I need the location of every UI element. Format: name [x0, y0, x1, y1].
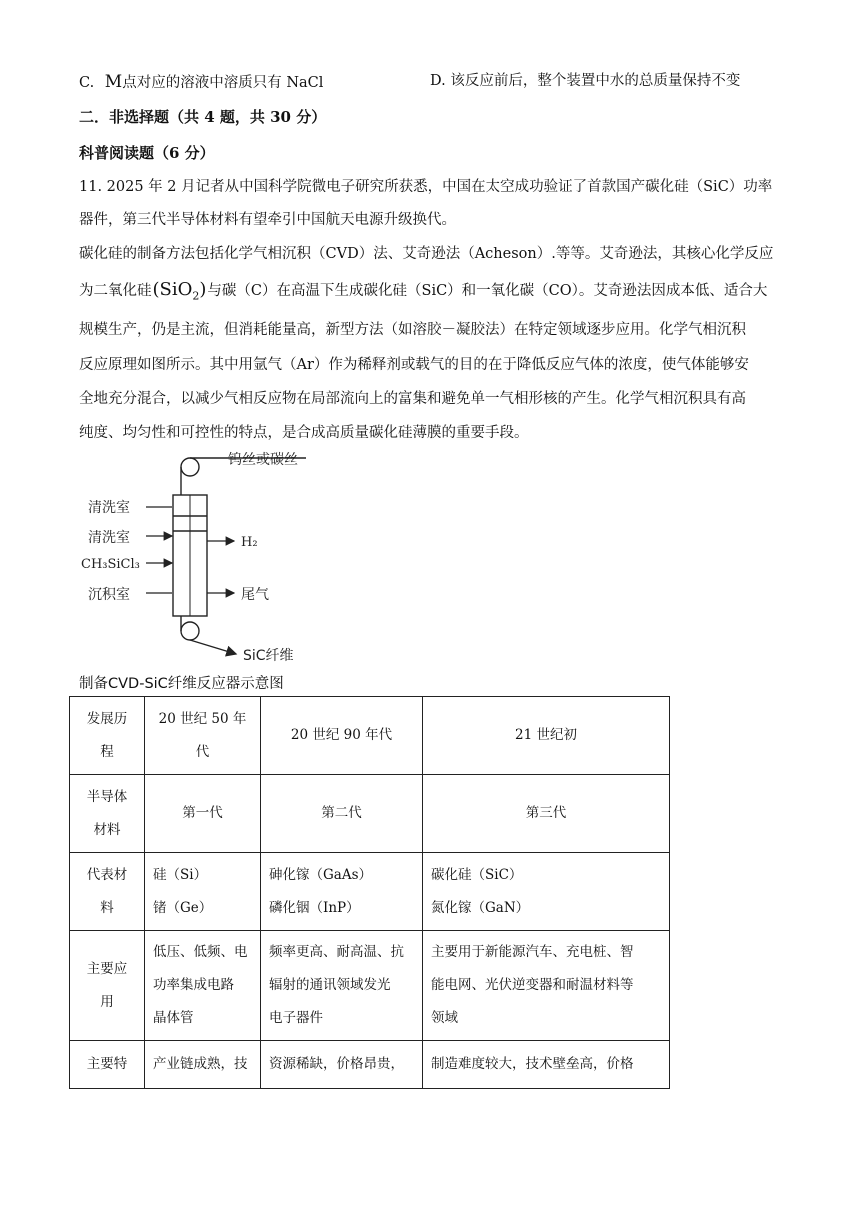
- row-header-text: 代表材: [86, 866, 128, 883]
- option-c-m: M: [104, 72, 123, 92]
- paragraph2-line2: [79, 281, 767, 302]
- table-cell-text: 21 世纪初: [515, 727, 577, 743]
- row-header-cell: [70, 853, 145, 931]
- paragraph1-line1: 11. 2025 年 2 月记者从中国科学院微电子研究所获悉，中国在太空成功验证了首款国产碳化硅（SiC）功率: [79, 179, 773, 195]
- row-header-text: 程: [100, 743, 114, 760]
- option-c-label: C.: [79, 75, 95, 91]
- table-cell-text: 第三代: [525, 805, 567, 821]
- cvd-reactor-diagram: [76, 450, 376, 685]
- row-header-cell: [70, 931, 145, 1041]
- paragraph1-line2: 器件，第三代半导体材料有望牵引中国航天电源升级换代。: [79, 212, 456, 228]
- sio2-sub: 2: [192, 289, 200, 303]
- paragraph2-line6: 纯度、均匀性和可控性的特点，是合成高质量碳化硅薄膜的重要手段。: [79, 425, 529, 441]
- p2-l2-pre: 为二氧化硅: [79, 283, 152, 299]
- left-label-1: 清洗室: [88, 500, 130, 516]
- table-cell: [423, 853, 670, 931]
- bottom-spool-icon: [181, 622, 199, 640]
- row-header-text: 主要特: [86, 1056, 128, 1072]
- table-cell-text: 产业链成熟，技: [153, 1056, 248, 1072]
- table-cell-text: 20 世纪 50 年代: [158, 710, 247, 760]
- table-cell-text: 砷化镓（GaAs）: [269, 866, 373, 883]
- option-c-text: 点对应的溶液中溶质只有 NaCl: [122, 75, 324, 91]
- table-cell-text: 领域: [431, 1010, 458, 1026]
- paragraph2-line1: 碳化硅的制备方法包括化学气相沉积（CVD）法、艾奇逊法（Acheson）.等等。艾奇逊法，其核心化学反应: [79, 246, 774, 262]
- table-cell-text: 硅（Si）: [153, 866, 208, 883]
- diagram-caption: 制备CVD-SiC纤维反应器示意图: [79, 676, 284, 692]
- table-cell-text: 锗（Ge）: [153, 899, 213, 916]
- paragraph2-line4: 反应原理如图所示。其中用氩气（Ar）作为稀释剂或载气的目的在于降低反应气体的浓度，使气体能够安: [79, 357, 749, 373]
- left-label-4: 沉积室: [88, 587, 130, 603]
- table-cell-text: 主要用于新能源汽车、充电桩、智: [431, 944, 634, 960]
- table-cell-text: 频率更高、耐高温、抗: [269, 944, 404, 960]
- table-cell-text: 能电网、光伏逆变器和耐温材料等: [431, 977, 634, 993]
- bottom-label: SiC纤维: [243, 648, 294, 664]
- table-cell-text: 20 世纪 90 年代: [290, 727, 393, 743]
- row-header-text: 主要应: [86, 960, 128, 977]
- top-spool-icon: [181, 458, 199, 476]
- table-cell: [261, 1041, 423, 1089]
- row-header-text: 用: [100, 993, 114, 1010]
- table-cell-text: 资源稀缺，价格昂贵，: [269, 1056, 404, 1072]
- row-header-text: 材料: [93, 821, 121, 838]
- table-cell: [261, 853, 423, 931]
- row-header-cell: [70, 1041, 145, 1089]
- row-header-cell: [70, 775, 145, 853]
- sio2-formula: (SiO$_2$): [152, 279, 207, 303]
- right-label-h2: H₂: [241, 535, 258, 550]
- table-cell: [145, 931, 261, 1041]
- top-label: 钨丝或碳丝: [228, 452, 298, 468]
- table-cell: [145, 853, 261, 931]
- paragraph2-line3: 规模生产，仍是主流，但消耗能量高，新型方法（如溶胶－凝胶法）在特定领域逐步应用。化学气相沉积: [79, 322, 746, 338]
- table-cell: [423, 775, 670, 853]
- table-cell: [145, 697, 261, 775]
- option-c: [79, 74, 323, 91]
- table-cell-text: 磷化铟（InP）: [269, 899, 360, 916]
- table-row: [70, 697, 670, 775]
- table-cell: [261, 697, 423, 775]
- table-row: [70, 853, 670, 931]
- table-cell: [261, 931, 423, 1041]
- table-cell-text: 制造难度较大，技术壁垒高，价格: [431, 1056, 634, 1072]
- section2-title: 二．非选择题（共 4 题，共 30 分）: [79, 108, 327, 126]
- table-cell: [423, 1041, 670, 1089]
- table-cell-text: 第二代: [321, 805, 362, 821]
- sio2-text: SiO: [159, 279, 193, 300]
- sic-out-arrow: [190, 640, 236, 654]
- table-cell: [423, 931, 670, 1041]
- table-cell-text: 功率集成电路: [153, 977, 234, 993]
- table-row: [70, 775, 670, 853]
- table-cell-text: 碳化硅（SiC）: [431, 866, 523, 883]
- right-label-tail: 尾气: [241, 587, 269, 603]
- table-row: [70, 931, 670, 1041]
- row-header-text: 发展历: [86, 710, 128, 727]
- table-cell-text: 晶体管: [153, 1010, 194, 1026]
- left-label-3: CH₃SiCl₃: [81, 557, 140, 572]
- table-row: [70, 1041, 670, 1089]
- table-cell: [145, 1041, 261, 1089]
- row-header-text: 料: [100, 899, 114, 916]
- table-cell-text: 电子器件: [269, 1010, 323, 1026]
- semiconductor-table: [69, 696, 670, 1089]
- row-header-text: 半导体: [86, 788, 128, 805]
- table-cell: [145, 775, 261, 853]
- table-cell: [261, 775, 423, 853]
- left-label-2: 清洗室: [88, 530, 130, 546]
- table-cell: [423, 697, 670, 775]
- p2-l2-post: 与碳（C）在高温下生成碳化硅（SiC）和一氧化碳（CO）。艾奇逊法因成本低、适合大: [207, 283, 768, 299]
- table-cell-text: 氮化镓（GaN）: [431, 899, 530, 916]
- option-d: D. 该反应前后，整个装置中水的总质量保持不变: [430, 73, 741, 89]
- table-cell-text: 第一代: [182, 805, 223, 821]
- reading-title: 科普阅读题（6 分）: [79, 144, 215, 162]
- table-cell-text: 辐射的通讯领域发光: [269, 977, 391, 993]
- row-header-cell: [70, 697, 145, 775]
- paragraph2-line5: 全地充分混合，以减少气相反应物在局部流向上的富集和避免单一气相形核的产生。化学气相沉积具有高: [79, 391, 746, 407]
- table-cell-text: 低压、低频、电: [153, 944, 248, 960]
